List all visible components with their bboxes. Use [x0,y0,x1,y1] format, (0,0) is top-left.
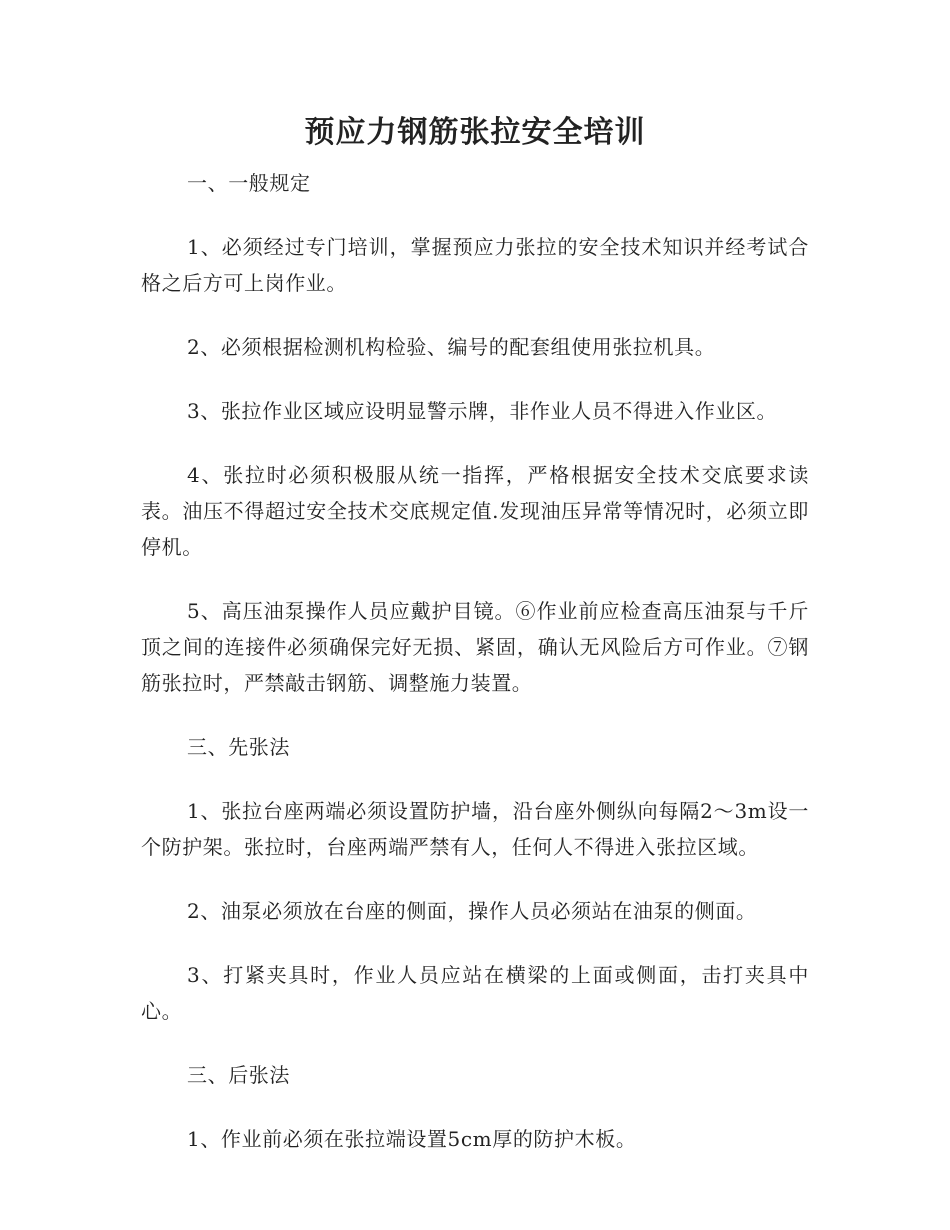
paragraph: 2、必须根据检测机构检验、编号的配套组使用张拉机具。 [187,335,716,359]
paragraph: 1、张拉台座两端必须设置防护墙，沿台座外侧纵向每隔2～3m设一个防护架。张拉时，台座两端严禁有人，任何人不得进入张拉区域。 [141,799,809,859]
paragraph: 1、作业前必须在张拉端设置5cm厚的防护木板。 [187,1127,637,1151]
section-heading-posttension: 三、后张法 [187,1063,290,1087]
document-title: 预应力钢筋张拉安全培训 [304,115,646,150]
paragraph: 3、张拉作业区域应设明显警示牌，非作业人员不得进入作业区。 [187,399,778,423]
section-heading-general: 一、一般规定 [187,171,311,195]
paragraph: 1、必须经过专门培训，掌握预应力张拉的安全技术知识并经考试合格之后方可上岗作业。 [141,235,809,295]
paragraph: 5、高压油泵操作人员应戴护目镜。⑥作业前应检查高压油泵与千斤顶之间的连接件必须确保完好无损、紧固，确认无风险后方可作业。⑦钢筋张拉时，严禁敲击钢筋、调整施力装置。 [141,599,809,695]
document-body [141,165,809,1185]
section-heading-pretension: 三、先张法 [187,735,290,759]
paragraph: 3、打紧夹具时，作业人员应站在横梁的上面或侧面，击打夹具中心。 [141,963,809,1023]
paragraph: 4、张拉时必须积极服从统一指挥，严格根据安全技术交底要求读表。油压不得超过安全技术交底规定值.发现油压异常等情况时，必须立即停机。 [141,463,809,559]
paragraph: 2、油泵必须放在台座的侧面，操作人员必须站在油泵的侧面。 [187,899,757,923]
